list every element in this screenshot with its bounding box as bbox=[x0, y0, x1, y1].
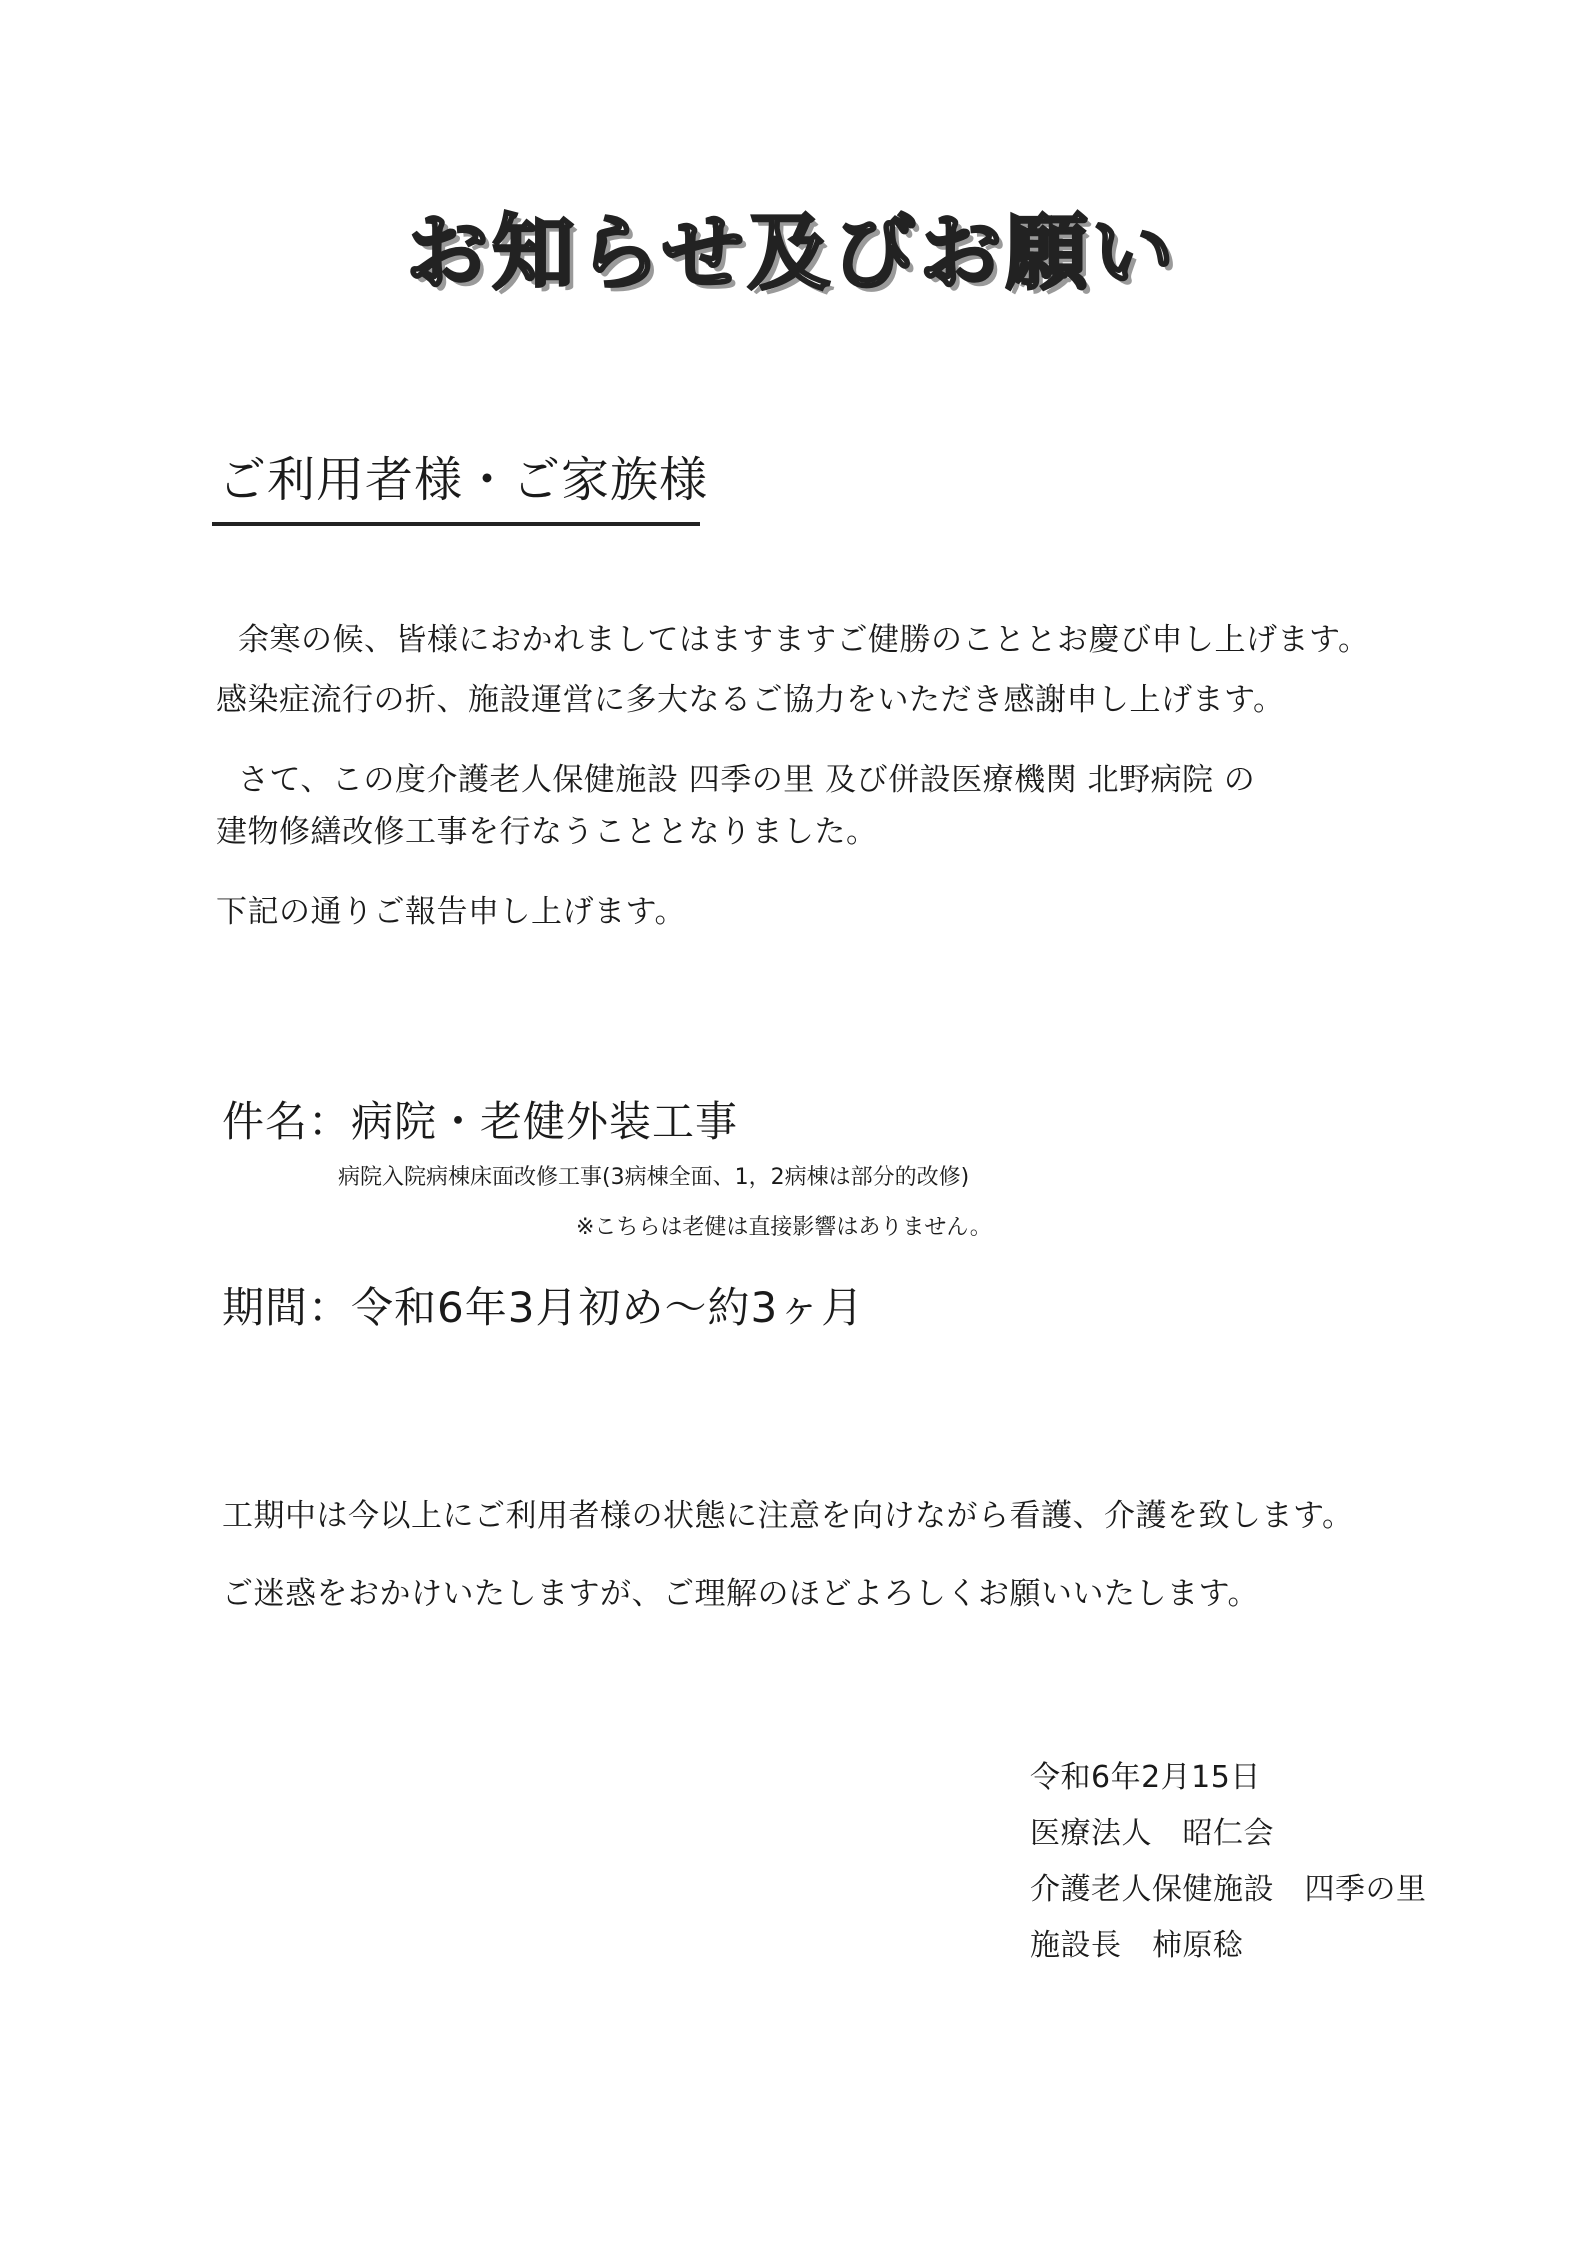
addressee: ご利用者様・ご家族様 bbox=[218, 452, 709, 508]
signature-date: 令和6年2月15日 bbox=[1030, 1760, 1261, 1795]
announcement-line-1: さて、この度介護老人保健施設 四季の里 及び併設医療機関 北野病院 の bbox=[238, 762, 1256, 798]
subject-note: ※こちらは老健は直接影響はありません。 bbox=[576, 1215, 992, 1240]
signature-facility: 介護老人保健施設 四季の里 bbox=[1030, 1872, 1427, 1907]
report-line: 下記の通りご報告申し上げます。 bbox=[216, 894, 687, 930]
greeting-line-2: 感染症流行の折、施設運営に多大なるご協力をいただき感謝申し上げます。 bbox=[216, 682, 1285, 718]
announcement-line-2: 建物修繕改修工事を行なうこととなりました。 bbox=[216, 814, 878, 850]
closing-line-2: ご迷惑をおかけいたしますが、ご理解のほどよろしくお願いいたします。 bbox=[222, 1576, 1260, 1612]
document-title: お知らせ及びお願い bbox=[406, 206, 1178, 301]
greeting-line-1: 余寒の候、皆様におかれましてはますますご健勝のこととお慶び申し上げます。 bbox=[238, 622, 1370, 658]
period-line: 期間：令和6年3月初め～約3ヶ月 bbox=[222, 1283, 865, 1332]
closing-line-1: 工期中は今以上にご利用者様の状態に注意を向けながら看護、介護を致します。 bbox=[222, 1498, 1354, 1534]
signature-corporation: 医療法人 昭仁会 bbox=[1030, 1816, 1274, 1851]
signature-director: 施設長 柿原稔 bbox=[1030, 1928, 1244, 1963]
subject-line: 件名：病院・老健外装工事 bbox=[222, 1097, 739, 1146]
addressee-underline bbox=[212, 522, 700, 526]
subject-detail: 病院入院病棟床面改修工事(3病棟全面、1，2病棟は部分的改修) bbox=[338, 1165, 970, 1190]
